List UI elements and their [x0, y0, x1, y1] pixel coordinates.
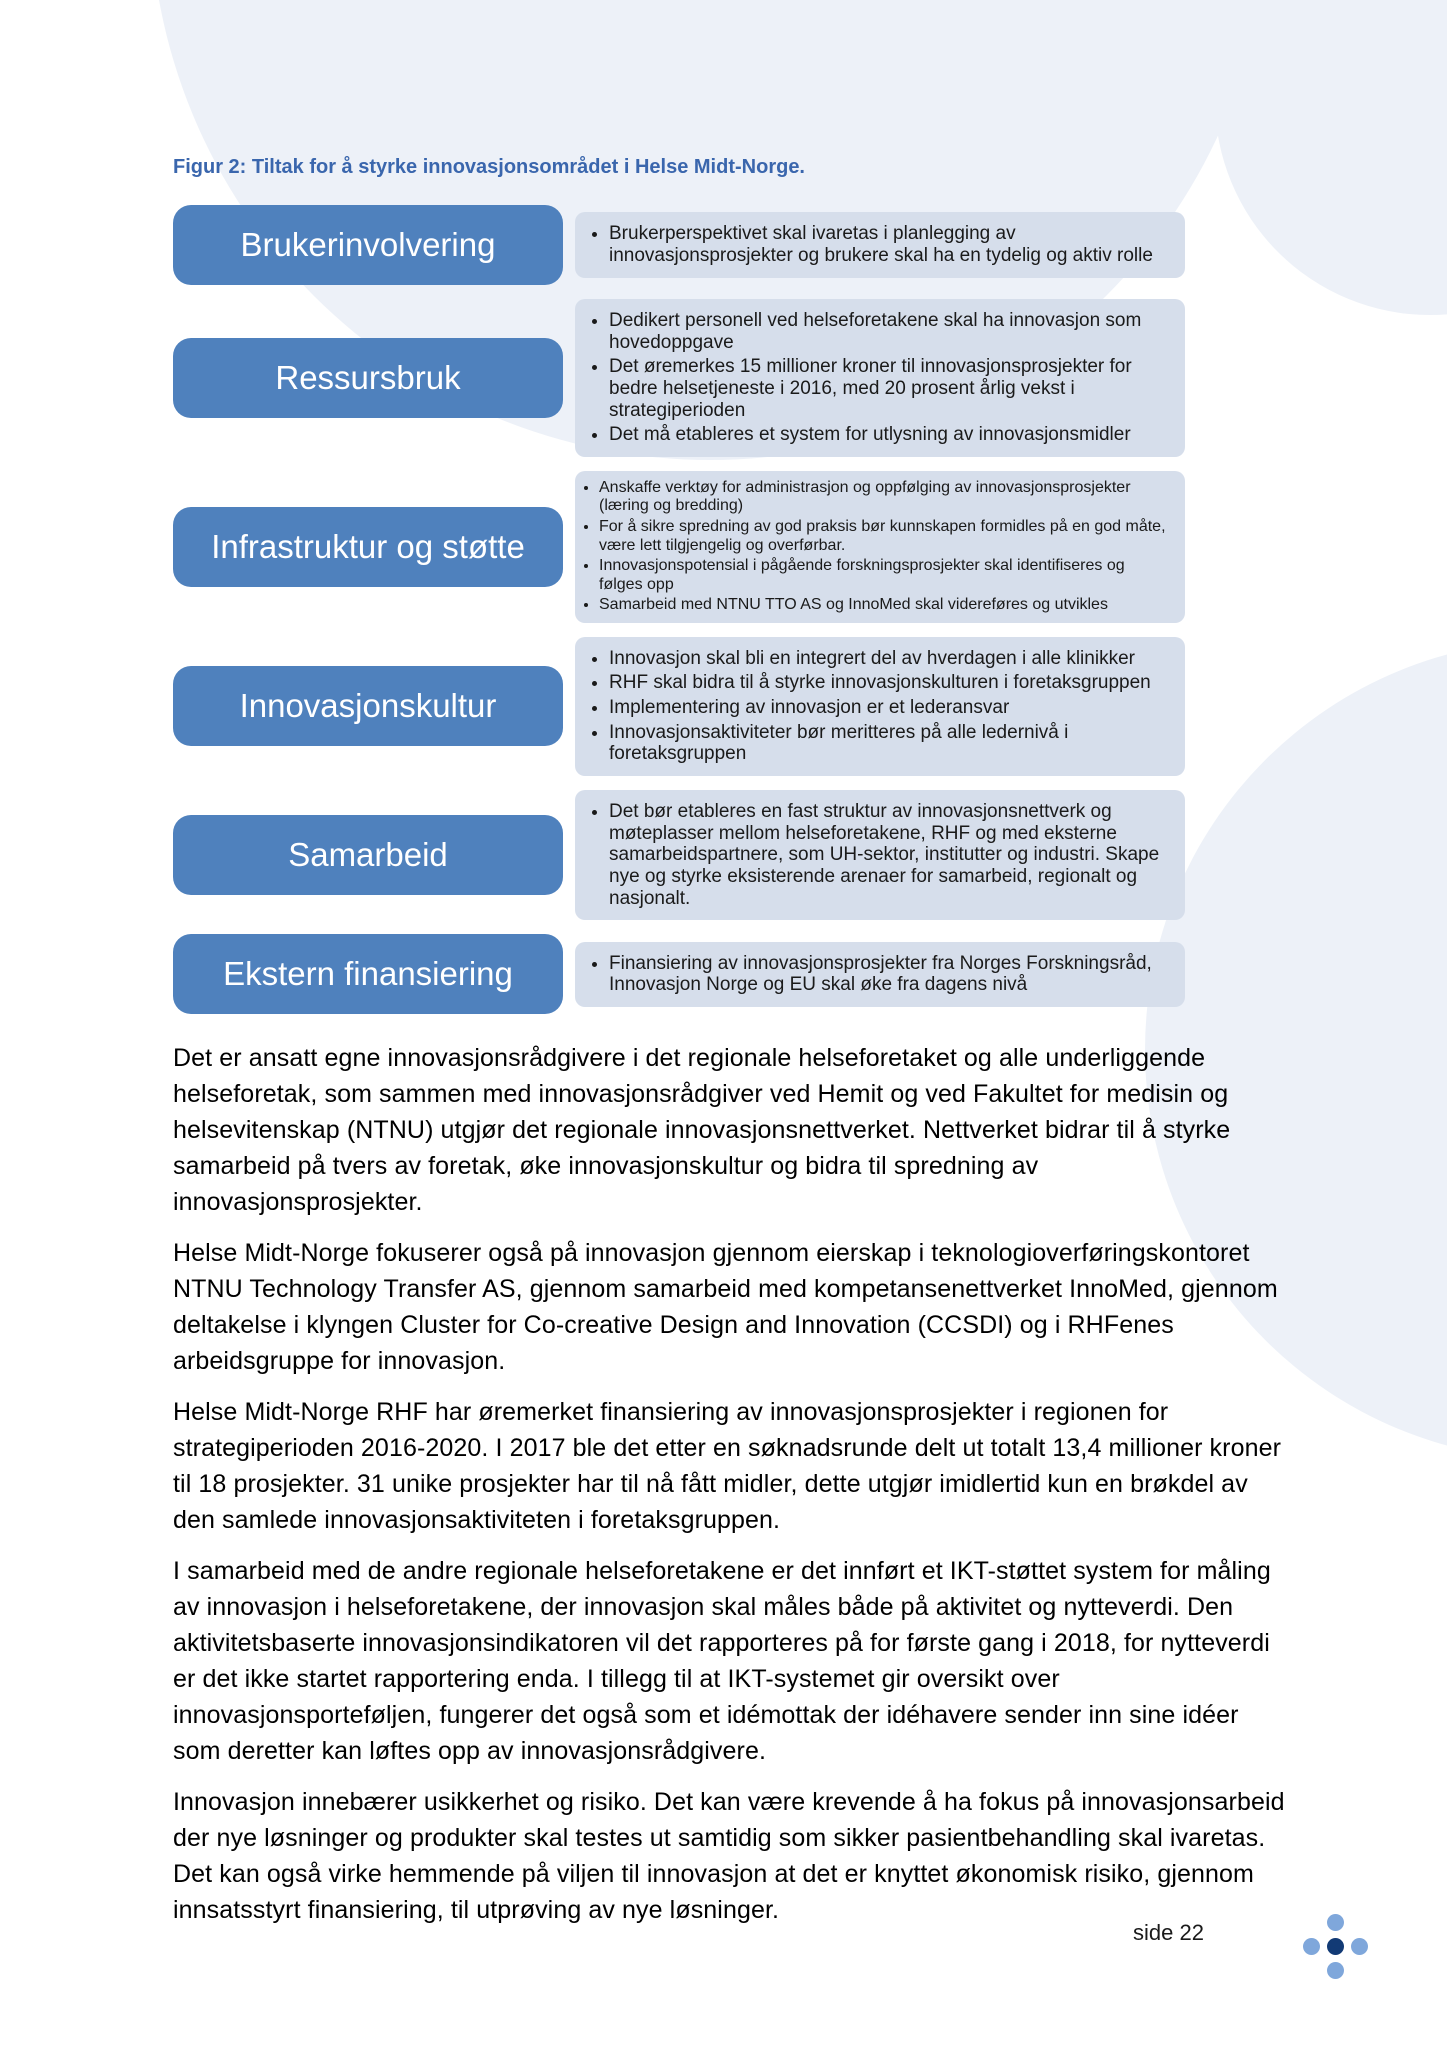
figure-row	[173, 471, 1185, 623]
figure-caption: Figur 2: Tiltak for å styrke innovasjonsområdet i Helse Midt-Norge.	[173, 156, 805, 178]
bullet-item: • Implementering av innovasjon er et lederansvar	[609, 697, 1169, 719]
category-label: Brukerinvolvering	[240, 226, 496, 264]
category-box	[173, 205, 563, 285]
bullet-list	[585, 223, 1169, 266]
bullet-item: • Samarbeid med NTNU TTO AS og InnoMed skal videreføres og utvikles	[599, 596, 1171, 615]
bullet-item: • Anskaffe verktøy for administrasjon og oppfølging av innovasjonsprosjekter (læring og bredding)	[599, 479, 1171, 516]
body-paragraph: Det er ansatt egne innovasjonsrådgivere i det regionale helseforetaket og alle underliggende helseforetak, som sammen med innovasjonsrådgiver ved Hemit og ved Fakultet for medisin og helsevitenskap (NTNU) utgjør det regionale innovasjonsnettverket. Nettverket bidrar til å styrke samarbeid på tvers av foretak, øke innovasjonskultur og bidra til spredning av innovasjonsprosjekter.	[173, 1044, 1231, 1217]
logo-dot	[1351, 1938, 1368, 1955]
bullet-item: • Det må etableres et system for utlysning av innovasjonsmidler	[609, 424, 1169, 446]
logo-dot	[1327, 1914, 1344, 1931]
category-label: Samarbeid	[288, 836, 448, 874]
bullet-item: • Det bør etableres en fast struktur av innovasjonsnettverk og møteplasser mellom helseforetakene, RHF og med eksterne samarbeidspartnere, som UH-sektor, institutter og industri. Skape nye og styrke eksisterende arenaer for samarbeid, regionalt og nasjonalt.	[609, 801, 1169, 909]
bullet-list	[585, 801, 1169, 909]
figure-row	[173, 637, 1185, 776]
bullet-item: • Innovasjon skal bli en integrert del av hverdagen i alle klinikker	[609, 648, 1169, 670]
bullet-item: • Innovasjonspotensial i pågående forskningsprosjekter skal identifiseres og følges opp	[599, 557, 1171, 594]
bullet-item: • RHF skal bidra til å styrke innovasjonskulturen i foretaksgruppen	[609, 672, 1169, 694]
body-paragraph: Innovasjon innebærer usikkerhet og risiko. Det kan være krevende å ha fokus på innovasjonsarbeid der nye løsninger og produkter skal testes ut samtidig som sikker pasientbehandling skal ivaretas. Det kan også virke hemmende på viljen til innovasjon at det er knyttet økonomisk risiko, gjennom innsatsstyrt finansiering, til utprøving av nye løsninger.	[173, 1788, 1285, 1925]
logo-dot	[1327, 1962, 1344, 1979]
bullet-panel	[575, 471, 1185, 623]
bullet-list	[585, 310, 1169, 446]
category-box	[173, 934, 563, 1014]
figure-row	[173, 934, 1185, 1014]
category-label: Ressursbruk	[275, 359, 461, 396]
category-box	[173, 338, 563, 418]
bullet-panel	[575, 637, 1185, 776]
category-box	[173, 815, 563, 895]
page-number: side 22	[1133, 1920, 1204, 1945]
bullet-panel	[575, 942, 1185, 1007]
bullet-panel	[575, 212, 1185, 277]
category-box	[173, 666, 563, 746]
category-label: Innovasjonskultur	[239, 687, 497, 725]
figure-row	[173, 790, 1185, 920]
bullet-item: • Finansiering av innovasjonsprosjekter fra Norges Forskningsråd, Innovasjon Norge og EU skal øke fra dagens nivå	[609, 953, 1169, 996]
bullet-item: • For å sikre spredning av god praksis bør kunnskapen formidles på en god måte, være lett tilgjengelig og overførbar.	[599, 518, 1171, 555]
body-paragraph: Helse Midt-Norge fokuserer også på innovasjon gjennom eierskap i teknologioverføringskontoret NTNU Technology Transfer AS, gjennom samarbeid med kompetansenettverket InnoMed, gjennom deltakelse i klyngen Cluster for Co-creative Design and Innovation (CCSDI) og i RHFenes arbeidsgruppe for innovasjon.	[173, 1239, 1278, 1376]
body-text	[173, 1040, 1293, 1928]
page-content	[173, 156, 1293, 1943]
bullet-list	[585, 953, 1169, 996]
figure-row	[173, 299, 1185, 457]
body-paragraph: I samarbeid med de andre regionale helseforetakene er det innført et IKT-støttet system for måling av innovasjon i helseforetakene, der innovasjon skal måles både på aktivitet og nytteverdi. Den aktivitetsbaserte innovasjonsindikatoren vil det rapporteres på for første gang i 2018, for nytteverdi er det ikke startet rapportering enda. I tillegg til at IKT-systemet gir oversikt over innovasjonsporteføljen, fungerer det også som et idémottak der idéhavere sender inn sine idéer som deretter kan løftes opp av innovasjonsrådgivere.	[173, 1557, 1271, 1766]
logo-dot	[1327, 1938, 1344, 1955]
figure-row	[173, 205, 1185, 285]
bullet-item: • Dedikert personell ved helseforetakene skal ha innovasjon som hovedoppgave	[609, 310, 1169, 353]
bullet-panel	[575, 299, 1185, 457]
bullet-item: • Brukerperspektivet skal ivaretas i planlegging av innovasjonsprosjekter og brukere skal ha en tydelig og aktiv rolle	[609, 223, 1169, 266]
body-paragraph: Helse Midt-Norge RHF har øremerket finansiering av innovasjonsprosjekter i regionen for strategiperioden 2016-2020. I 2017 ble det etter en søknadsrunde delt ut totalt 13,4 millioner kroner til 18 prosjekter. 31 unike prosjekter har til nå fått midler, dette utgjør imidlertid kun en brøkdel av den samlede innovasjonsaktiviteten i foretaksgruppen.	[173, 1398, 1282, 1535]
bullet-list	[583, 479, 1171, 615]
category-label: Infrastruktur og støtte	[211, 527, 525, 565]
category-box	[173, 507, 563, 587]
bullet-list	[585, 648, 1169, 765]
logo-dot	[1303, 1938, 1320, 1955]
helse-midt-norge-logo-icon	[1303, 1914, 1367, 1978]
bullet-item: • Det øremerkes 15 millioner kroner til innovasjonsprosjekter for bedre helsetjeneste i 2016, med 20 prosent årlig vekst i strategiperioden	[609, 356, 1169, 421]
category-label: Ekstern finansiering	[223, 955, 513, 993]
bullet-panel	[575, 790, 1185, 920]
bullet-item: • Innovasjonsaktiviteter bør meritteres på alle ledernivå i foretaksgruppen	[609, 722, 1169, 765]
figure-2-diagram	[173, 205, 1185, 1014]
